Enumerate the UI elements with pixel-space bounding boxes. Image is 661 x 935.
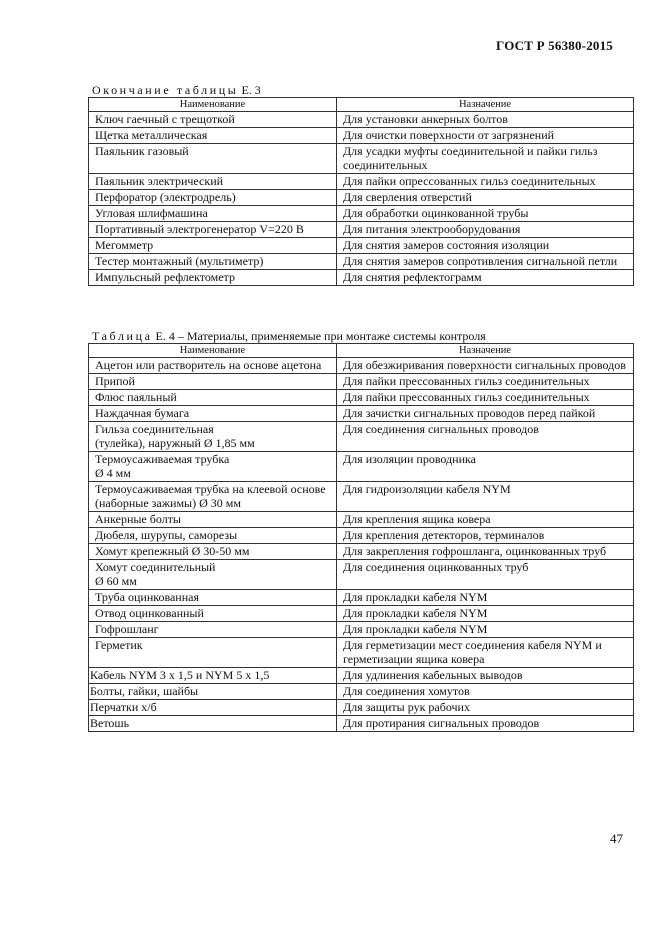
cell-name: Гофрошланг: [89, 622, 337, 638]
cell-name: Флюс паяльный: [89, 390, 337, 406]
table-row: [89, 270, 634, 286]
cell-name: Хомут соединительный Ø 60 мм: [89, 560, 337, 590]
table-row: [89, 174, 634, 190]
cell-name: Щетка металлическая: [89, 128, 337, 144]
cell-purpose: Для снятия замеров сопротивления сигнальной петли: [337, 254, 634, 270]
cell-name: Кабель NYM 3 х 1,5 и NYM 5 х 1,5: [89, 668, 337, 684]
table-4-caption-label: Таблица: [92, 329, 153, 343]
cell-name: Портативный электрогенератор V=220 В: [89, 222, 337, 238]
cell-purpose: Для соединения сигнальных проводов: [337, 422, 634, 452]
table-3: [88, 97, 634, 286]
cell-name: Импульсный рефлектометр: [89, 270, 337, 286]
cell-purpose: Для зачистки сигнальных проводов перед пайкой: [337, 406, 634, 422]
cell-purpose: Для питания электрооборудования: [337, 222, 634, 238]
cell-name: Гильза соединительная (тулейка), наружный Ø 1,85 мм: [89, 422, 337, 452]
table-row: [89, 638, 634, 668]
table-3-caption-label: Окончание таблицы: [92, 83, 239, 97]
cell-purpose: Для обезжиривания поверхности сигнальных проводов: [337, 358, 634, 374]
table-4-body: [89, 358, 634, 732]
cell-purpose: Для герметизации мест соединения кабеля NYM и герметизации ящика ковера: [337, 638, 634, 668]
column-header-purpose: Назначение: [337, 98, 634, 112]
table-row: [89, 206, 634, 222]
cell-name: Мегомметр: [89, 238, 337, 254]
table-header-row: [89, 98, 634, 112]
cell-name: Герметик: [89, 638, 337, 668]
cell-name: Отвод оцинкованный: [89, 606, 337, 622]
cell-name: Припой: [89, 374, 337, 390]
column-header-name: Наименование: [89, 98, 337, 112]
cell-name: Наждачная бумага: [89, 406, 337, 422]
table-row: [89, 144, 634, 174]
table-row: [89, 374, 634, 390]
cell-purpose: Для удлинения кабельных выводов: [337, 668, 634, 684]
table-row: [89, 254, 634, 270]
cell-name: Хомут крепежный Ø 30-50 мм: [89, 544, 337, 560]
cell-name: Болты, гайки, шайбы: [89, 684, 337, 700]
table-row: [89, 222, 634, 238]
table-row: [89, 112, 634, 128]
table-row: [89, 128, 634, 144]
document-code: ГОСТ Р 56380-2015: [496, 38, 613, 53]
cell-name: Ацетон или растворитель на основе ацетона: [89, 358, 337, 374]
cell-name: Угловая шлифмашина: [89, 206, 337, 222]
table-row: [89, 668, 634, 684]
table-4-caption-title: Е. 4 – Материалы, применяемые при монтаже системы контроля: [155, 329, 486, 343]
table-row: [89, 622, 634, 638]
column-header-purpose: Назначение: [337, 344, 634, 358]
cell-name: Труба оцинкованная: [89, 590, 337, 606]
column-header-name: Наименование: [89, 344, 337, 358]
cell-name: Паяльник газовый: [89, 144, 337, 174]
table-row: [89, 590, 634, 606]
table-row: [89, 700, 634, 716]
cell-purpose: Для установки анкерных болтов: [337, 112, 634, 128]
page-number: 47: [610, 831, 623, 846]
cell-name: Термоусаживаемая трубка Ø 4 мм: [89, 452, 337, 482]
cell-name: Паяльник электрический: [89, 174, 337, 190]
cell-purpose: Для закрепления гофрошланга, оцинкованных труб: [337, 544, 634, 560]
cell-purpose: Для крепления ящика ковера: [337, 512, 634, 528]
cell-purpose: Для протирания сигнальных проводов: [337, 716, 634, 732]
cell-name: Анкерные болты: [89, 512, 337, 528]
table-row: [89, 560, 634, 590]
cell-purpose: Для усадки муфты соединительной и пайки гильз соединительных: [337, 144, 634, 174]
cell-purpose: Для прокладки кабеля NYM: [337, 622, 634, 638]
table-row: [89, 482, 634, 512]
table-row: [89, 528, 634, 544]
cell-name: Дюбеля, шурупы, саморезы: [89, 528, 337, 544]
cell-purpose: Для пайки опрессованных гильз соединительных: [337, 174, 634, 190]
cell-purpose: Для пайки прессованных гильз соединительных: [337, 374, 634, 390]
cell-purpose: Для снятия замеров состояния изоляции: [337, 238, 634, 254]
table-row: [89, 684, 634, 700]
table-row: [89, 606, 634, 622]
cell-purpose: Для прокладки кабеля NYM: [337, 606, 634, 622]
cell-name: Тестер монтажный (мультиметр): [89, 254, 337, 270]
table-row: [89, 422, 634, 452]
table-row: [89, 452, 634, 482]
cell-name: Термоусаживаемая трубка на клеевой основе (наборные зажимы) Ø 30 мм: [89, 482, 337, 512]
cell-purpose: Для прокладки кабеля NYM: [337, 590, 634, 606]
table-3-caption: [92, 84, 261, 97]
cell-purpose: Для соединения оцинкованных труб: [337, 560, 634, 590]
table-row: [89, 238, 634, 254]
cell-purpose: Для обработки оцинкованной трубы: [337, 206, 634, 222]
cell-name: Перфоратор (электродрель): [89, 190, 337, 206]
table-row: [89, 716, 634, 732]
cell-purpose: Для изоляции проводника: [337, 452, 634, 482]
table-row: [89, 512, 634, 528]
cell-name: Ветошь: [89, 716, 337, 732]
table-4: [88, 343, 634, 732]
table-3-body: [89, 112, 634, 286]
cell-purpose: Для пайки прессованных гильз соединительных: [337, 390, 634, 406]
cell-purpose: Для очистки поверхности от загрязнений: [337, 128, 634, 144]
cell-purpose: Для сверления отверстий: [337, 190, 634, 206]
table-4-caption: [92, 330, 486, 343]
cell-name: Перчатки х/б: [89, 700, 337, 716]
table-header-row: [89, 344, 634, 358]
table-row: [89, 390, 634, 406]
table-row: [89, 406, 634, 422]
cell-purpose: Для крепления детекторов, терминалов: [337, 528, 634, 544]
table-row: [89, 190, 634, 206]
cell-name: Ключ гаечный с трещоткой: [89, 112, 337, 128]
cell-purpose: Для соединения хомутов: [337, 684, 634, 700]
table-row: [89, 544, 634, 560]
cell-purpose: Для защиты рук рабочих: [337, 700, 634, 716]
cell-purpose: Для снятия рефлектограмм: [337, 270, 634, 286]
cell-purpose: Для гидроизоляции кабеля NYM: [337, 482, 634, 512]
table-row: [89, 358, 634, 374]
table-3-caption-number: Е. 3: [241, 83, 261, 97]
